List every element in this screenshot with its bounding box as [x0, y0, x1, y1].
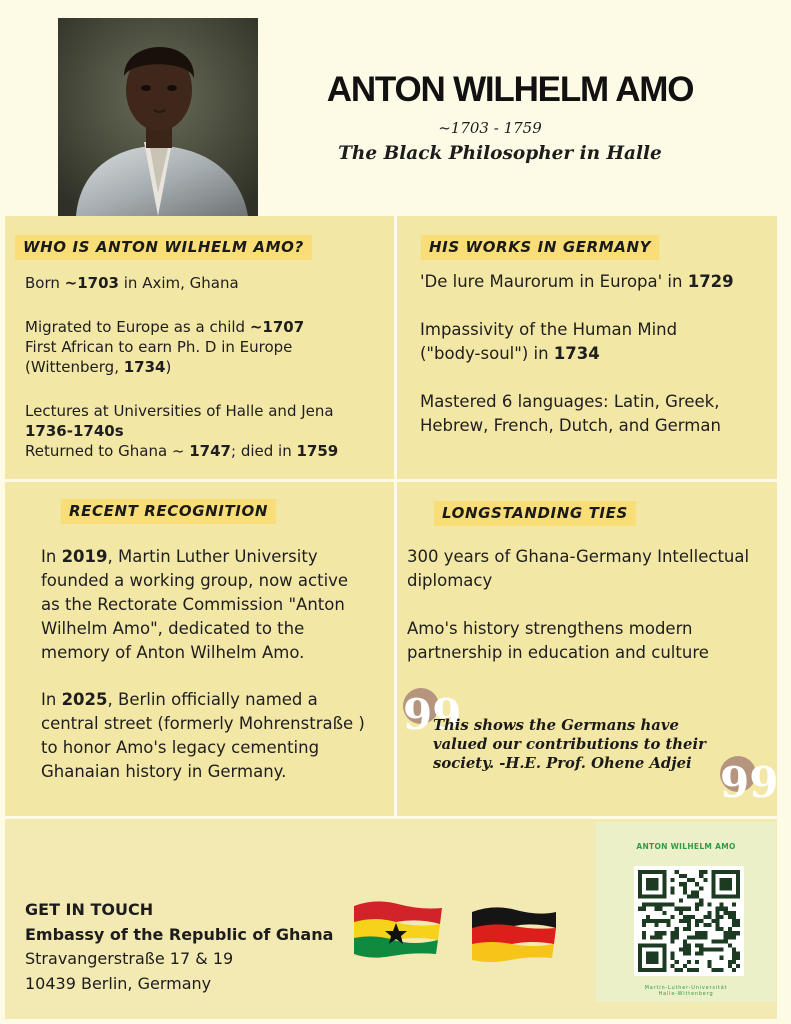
qr-footer: Martin-Luther-Universität Halle-Wittenberg [644, 985, 728, 997]
lectures-text: Lectures at Universities of Halle and Jena 1736-1740s Returned to Ghana ~ 1747; died in 1759 [25, 402, 339, 460]
ambassador-quote: This shows the Germans have valued our contributions to their society. -H.E. Prof. Ohene Adjei [433, 717, 706, 772]
qr-title: ANTON WILHELM AMO [636, 842, 736, 851]
recognition-panel [5, 482, 394, 816]
languages-text: Mastered 6 languages: Latin, Greek, Hebrew, French, Dutch, and German [420, 392, 721, 435]
migration-text: Migrated to Europe as a child ~1707 First African to earn Ph. D in Europe (Wittenberg, 1734) [25, 318, 305, 376]
address-street: Stravangerstraße 17 & 19 [25, 949, 234, 968]
life-dates: ~1703 - 1759 [438, 119, 542, 137]
ghana-flag-icon [352, 898, 444, 960]
recognition-heading: RECENT RECOGNITION [61, 499, 276, 524]
ties-diplomacy-text: 300 years of Ghana-Germany Intellectual diplomacy [407, 547, 750, 590]
quote-close-icon: 99 [720, 758, 779, 807]
germany-flag-icon [468, 902, 560, 964]
portrait-image [58, 18, 258, 216]
quote-open-icon: 99 [403, 690, 462, 739]
ties-heading: LONGSTANDING TIES [434, 501, 636, 526]
qr-code-icon[interactable] [634, 866, 744, 976]
who-panel [5, 216, 394, 479]
recognition-2025-text: In 2025, Berlin officially named a central street (formerly Mohrenstraße ) to honor Amo's legacy cementing Ghanaian history in Germany. [41, 690, 365, 781]
work-de-iure: 'De lure Maurorum in Europa' in 1729 [420, 272, 734, 291]
qr-panel [596, 822, 776, 1002]
embassy-name: Embassy of the Republic of Ghana [25, 924, 334, 944]
born-text: Born ~1703 in Axim, Ghana [25, 274, 239, 292]
recognition-2019-text: In 2019, Martin Luther University founded a working group, now active as the Rectorate Commission "Anton Wilhelm Amo", dedicated to the memory of Anton Wilhelm Amo. [41, 547, 349, 662]
address-city: 10439 Berlin, Germany [25, 973, 212, 993]
page-subtitle: The Black Philosopher in Halle [338, 143, 662, 164]
contact-heading: GET IN TOUCH [25, 900, 154, 919]
contact-block [25, 898, 333, 996]
work-impassivity: Impassivity of the Human Mind ("body-soul") in 1734 [420, 320, 678, 363]
works-panel [397, 216, 777, 479]
page-title: ANTON WILHELM AMO [326, 70, 694, 109]
who-heading: WHO IS ANTON WILHELM AMO? [15, 235, 312, 260]
portrait-illustration [58, 18, 258, 216]
works-heading: HIS WORKS IN GERMANY [421, 235, 659, 260]
ties-partnership-text: Amo's history strengthens modern partnership in education and culture [407, 619, 709, 662]
